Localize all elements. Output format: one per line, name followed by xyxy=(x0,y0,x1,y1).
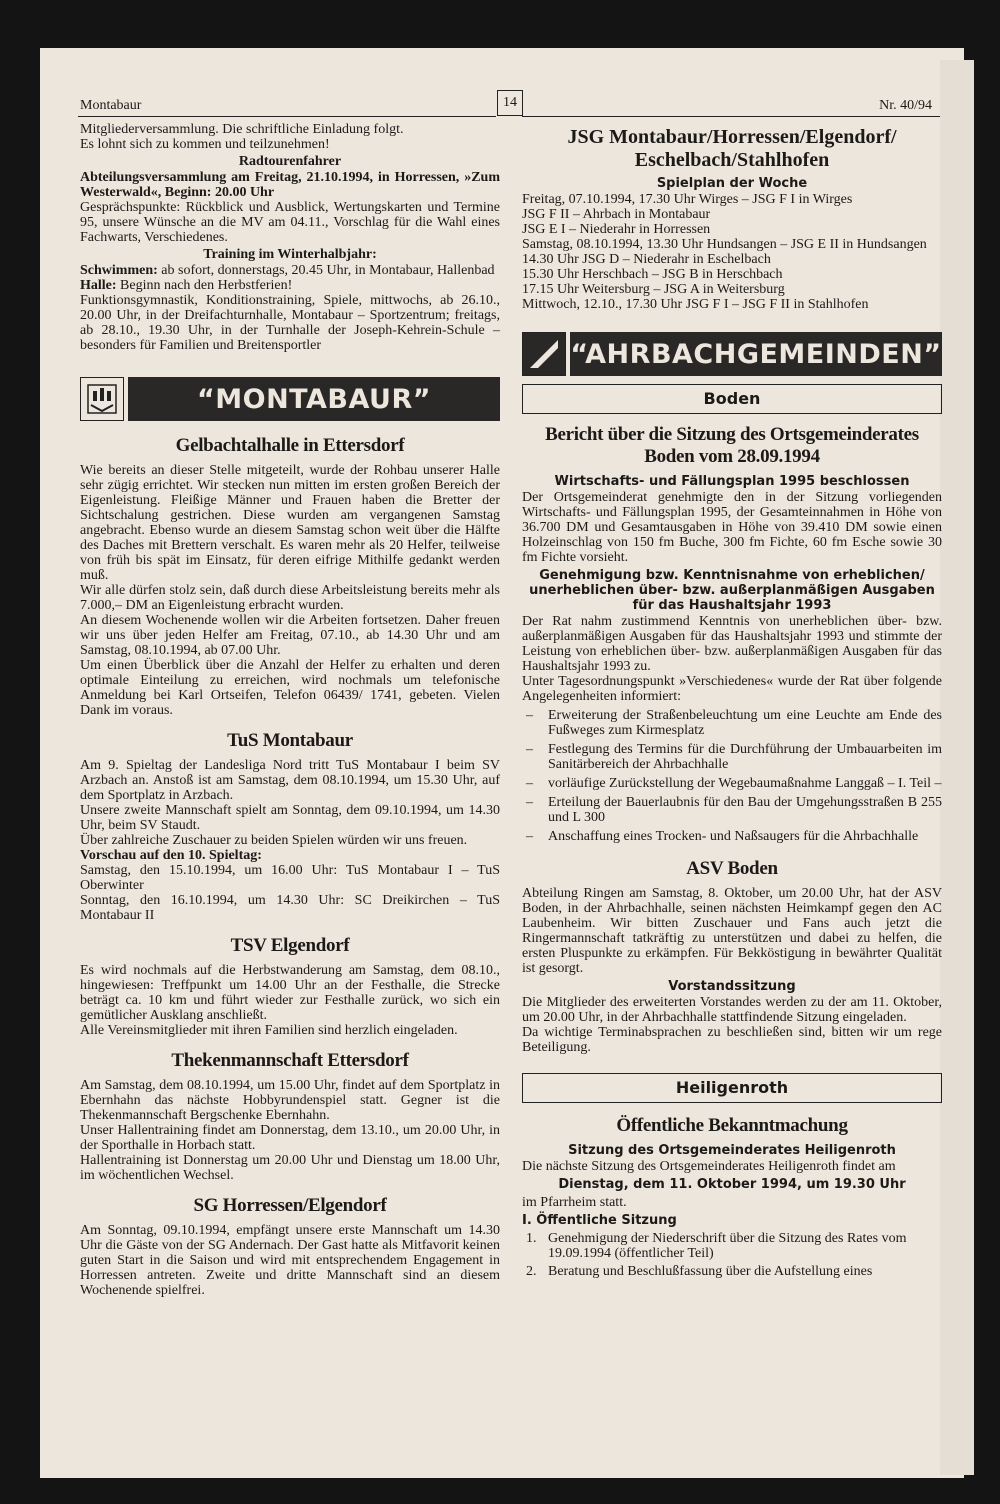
sg-p1: Am Sonntag, 09.10.1994, empfängt unsere erste Mannschaft um 14.30 Uhr die Gäste von der SG Andernach. Der Gast hatte als Mitfavorit keinen guten Start in die Saison und wird mit entsprechendem Engagement in Horressen antreten. Zweite und dritte Mannschaft sind an diesem Wochenende spielfrei. xyxy=(80,1223,500,1298)
jsg-line: Samstag, 08.10.1994, 13.30 Uhr Hundsangen – JSG E II in Hundsangen xyxy=(522,237,927,252)
genehmigung-para: Der Rat nahm zustimmend Kenntnis von unerheblichen über- bzw. außerplanmäßigen Ausgaben für das Haushaltsjahr 1993 und stimmte der Leistung von erheblichen über- bzw. außerplanmäßigen Ausgaben für das Haushaltsjahr 1993 zu. xyxy=(522,614,942,674)
halle-para xyxy=(80,278,500,293)
list-item: – vorläufige Zurückstellung der Wegebaumaßnahme Langgaß – I. Teil – xyxy=(522,776,942,791)
tus-p1: Am 9. Spieltag der Landesliga Nord tritt TuS Montabaur I beim SV Arzbach an. Anstoß ist am Samstag, dem 08.10.1994, um 15.30 Uhr, auf dem Sportplatz in Arzbach. xyxy=(80,758,500,803)
jsg-line: Mittwoch, 12.10., 17.30 Uhr JSG F I – JSG F II in Stahlhofen xyxy=(522,297,869,312)
agenda-text: Genehmigung der Niederschrift über die Sitzung des Rates vom 19.09.1994 (öffentlicher Teil) xyxy=(548,1231,907,1261)
radtour-meeting: Abteilungsversammlung am Freitag, 21.10.1994, in Horressen, »Zum Westerwald«, Beginn: 20.00 Uhr xyxy=(80,170,500,200)
sitzung-para: Die nächste Sitzung des Ortsgemeinderates Heiligenroth findet am xyxy=(522,1159,896,1174)
paper-edge xyxy=(940,60,974,1475)
header-town: Montabaur xyxy=(80,98,142,113)
tsv-p2: Alle Vereinsmitglieder mit ihren Familien sind herzlich eingeladen. xyxy=(80,1023,458,1038)
tus-p2: Unsere zweite Mannschaft spielt am Sonntag, dem 09.10.1994, um 14.30 Uhr, beim SV Staudt. xyxy=(80,803,500,833)
schwimmen-para xyxy=(80,263,500,278)
verschiedenes-para: Unter Tagesordnungspunkt »Verschiedenes« wurde der Rat über folgende Angelegenheiten informiert: xyxy=(522,674,942,704)
agenda-item xyxy=(522,1264,942,1279)
wirtschaft-subtitle: Wirtschafts- und Fällungsplan 1995 beschlossen xyxy=(554,474,910,489)
schwimmen-label: Schwimmen: xyxy=(80,263,158,278)
ahrbach-banner-text: “AHRBACHGEMEINDEN” xyxy=(570,332,942,376)
tus-vorschau: Vorschau auf den 10. Spieltag: xyxy=(80,848,262,863)
bericht-title: Bericht über die Sitzung des Ortsgemeinderates Boden vom 28.09.1994 xyxy=(545,424,919,467)
genehmigung-subtitle: Genehmigung bzw. Kenntnisnahme von erheblichen/ unerheblichen über- bzw. außerplanmäßigen Ausgaben für das Haushaltsjahr 1993 xyxy=(529,568,935,613)
jsg-line: 14.30 Uhr JSG D – Niederahr in Eschelbach xyxy=(522,252,771,267)
header-right xyxy=(522,88,940,117)
boden-section-box: Boden xyxy=(522,384,942,414)
agenda-number: 2. xyxy=(526,1264,537,1279)
training-title: Training im Winterhalbjahr: xyxy=(203,247,377,262)
theken-p2: Unser Hallentraining findet am Donnerstag, dem 13.10., um 20.00 Uhr, in der Sporthalle in Horbach statt. xyxy=(80,1123,500,1153)
jsg-line: Freitag, 07.10.1994, 17.30 Uhr Wirges – JSG F I in Wirges xyxy=(522,192,853,207)
jsg-line: 15.30 Uhr Herschbach – JSG B in Herschbach xyxy=(522,267,783,282)
town-logo-icon xyxy=(80,377,124,421)
halle-text: Beginn nach den Herbstferien! xyxy=(116,278,293,293)
left-column xyxy=(80,122,500,1298)
radtour-text: Gesprächspunkte: Rückblick und Ausblick, Wertungskarten und Termine 95, unsere Wünsche an die MV am 04.11., Vorschlag für die Wahl eines Fachwarts, Verschiedenes. xyxy=(80,200,500,245)
ahrbach-banner xyxy=(522,332,942,376)
gelbachtal-title: Gelbachtalhalle in Ettersdorf xyxy=(175,435,405,456)
vorstand-subtitle: Vorstandssitzung xyxy=(668,979,796,994)
intro-line-2: Es lohnt sich zu kommen und teilzunehmen! xyxy=(80,137,330,152)
gelbachtal-p2: Wir alle dürfen stolz sein, daß durch diese Arbeitsleistung bereits mehr als 7.000,– DM an Eigenleistung erbracht wurden. xyxy=(80,583,500,613)
theken-p1: Am Samstag, dem 08.10.1994, um 15.00 Uhr, findet auf dem Sportplatz in Ebernhahn das nächste Hobbyrundenspiel statt. Gegner ist die Thekenmannschaft Bergschenke Ebernhahn. xyxy=(80,1078,500,1123)
agenda-number: 1. xyxy=(526,1231,537,1246)
halle-details: Funktionsgymnastik, Konditionstraining, Spiele, mittwochs, ab 26.10., 20.00 Uhr, in der Dreifachturnhalle, Montabaur – Sportzentrum; freitags, ab 28.10., 19.30 Uhr, in der Turnhalle der Joseph-Kehrein-Schule – besonders für Familien und Breitensportler xyxy=(80,293,500,353)
list-item: – Anschaffung eines Trocken- und Naßsaugers für die Ahrbachhalle xyxy=(522,829,942,844)
tsv-title: TSV Elgendorf xyxy=(230,935,350,956)
tus-p3: Über zahlreiche Zuschauer zu beiden Spielen würden wir uns freuen. xyxy=(80,833,468,848)
asv-para: Abteilung Ringen am Samstag, 8. Oktober, um 20.00 Uhr, hat der ASV Boden, in der Ahrbachhalle, seinen nächsten Heimkampf gegen den AC Laubenheim. Wir bitten Zuschauer und Fans auch jetzt die Ringermannschaft tatkräftig zu unterstützen und dabei zu helfen, die ersten Pluspunkte zu erkämpfen. Für Bekköstigung in bewährter Qualität ist gesorgt. xyxy=(522,886,942,976)
gelbachtal-p1: Wie bereits an dieser Stelle mitgeteilt, wurde der Rohbau unserer Halle sehr zügig errichtet. Wir stecken nun mitten im ersten großen Bereich der Eigenleistung. Fleißige Männer und Frauen haben die Bretter der Sichtschalung gestrichen. Diese wurden am vergangenen Samstag angebracht. Ebenso wurde an diesem Samstag schon weit über die Hälfte des Daches mit Brettern verschalt. Es waren mehr als 20 Helfer, teilweise von früh bis spät im Einsatz, für deren eifrige Mithilfe gedankt werden muß. xyxy=(80,463,500,583)
intro-line-1: Mitgliederversammlung. Die schriftliche Einladung folgt. xyxy=(80,122,404,137)
list-item: – Erweiterung der Straßenbeleuchtung um eine Leuchte am Ende des Fußweges zum Kirmesplatz xyxy=(522,708,942,738)
agenda-text: Beratung und Beschlußfassung über die Aufstellung eines xyxy=(548,1264,873,1279)
jsg-line: 17.15 Uhr Weitersburg – JSG A in Weitersburg xyxy=(522,282,785,297)
jsg-line: JSG E I – Niederahr in Horressen xyxy=(522,222,711,237)
montabaur-banner-text: “MONTABAUR” xyxy=(128,377,500,421)
heiligenroth-section-box: Heiligenroth xyxy=(522,1073,942,1103)
radtour-title: Radtourenfahrer xyxy=(238,154,342,169)
tus-title: TuS Montabaur xyxy=(227,730,353,751)
gelbachtal-p4: Um einen Überblick über die Anzahl der Helfer zu erhalten und deren optimale Einteilung zu erreichen, wird nochmals um telefonische Anmeldung bei Karl Ortseifen, Telefon 06439/ 1741, gebeten. Vielen Dank im voraus. xyxy=(80,658,500,718)
vorstand-p2: Da wichtige Terminabsprachen zu beschließen sind, bitten wir um rege Beteiligung. xyxy=(522,1025,942,1055)
list-item: – Erteilung der Bauerlaubnis für den Bau der Umgehungsstraßen B 255 und L 300 xyxy=(522,795,942,825)
vorstand-p1: Die Mitglieder des erweiterten Vorstandes werden zu der am 11. Oktober, um 20.00 Uhr, in der Ahrbachhalle stattfindende Sitzung eingeladen. xyxy=(522,995,942,1025)
jsg-title: JSG Montabaur/Horressen/Elgendorf/ Eschelbach/Stahlhofen xyxy=(567,126,897,171)
tsv-p1: Es wird nochmals auf die Herbstwanderung am Samstag, dem 08.10., hingewiesen: Treffpunkt um 14.00 Uhr an der Festhalle, die Strecke beträgt ca. 10 km und führt wieder zur Festhalle zurück, wo sich ein gemütlicher Ausklang anschließt. xyxy=(80,963,500,1023)
halle-label: Halle: xyxy=(80,278,117,293)
jsg-line: JSG F II – Ahrbach in Montabaur xyxy=(522,207,711,222)
agenda-list xyxy=(522,1231,942,1279)
theken-title: Thekenmannschaft Ettersdorf xyxy=(171,1050,409,1071)
sitzung-subtitle: Sitzung des Ortsgemeinderates Heiligenroth xyxy=(568,1143,896,1158)
jsg-subtitle: Spielplan der Woche xyxy=(656,176,808,191)
sitzung-date: Dienstag, dem 11. Oktober 1994, um 19.30 Uhr xyxy=(558,1177,906,1192)
sitzung-place: im Pfarrheim statt. xyxy=(522,1195,627,1210)
right-column xyxy=(522,122,942,1282)
page-number: 14 xyxy=(497,90,523,116)
header-issue: Nr. 40/94 xyxy=(879,98,932,113)
sg-title: SG Horressen/Elgendorf xyxy=(193,1195,387,1216)
info-list xyxy=(522,708,942,844)
bekanntmachung-title: Öffentliche Bekanntmachung xyxy=(616,1115,848,1136)
tus-p4: Samstag, den 15.10.1994, um 16.00 Uhr: TuS Montabaur I – TuS Oberwinter xyxy=(80,863,500,893)
tus-p5: Sonntag, den 16.10.1994, um 14.30 Uhr: SC Dreikirchen – TuS Montabaur II xyxy=(80,893,500,923)
ahrbach-logo-icon xyxy=(522,332,566,376)
schwimmen-text: ab sofort, donnerstags, 20.45 Uhr, in Montabaur, Hallenbad xyxy=(157,263,495,278)
montabaur-banner xyxy=(80,377,500,421)
agenda-heading: I. Öffentliche Sitzung xyxy=(522,1213,677,1228)
agenda-item xyxy=(522,1231,942,1261)
wirtschaft-para: Der Ortsgemeinderat genehmigte den in der Sitzung vorliegenden Wirtschafts- und Fällungsplan 1995, der Gesamteinnahmen in Höhe von 36.700 DM und Gesamtausgaben in Höhe von 39.410 DM sowie einen Holzeinschlag von 150 fm Buche, 300 fm Fichte, 60 fm Esche sowie 30 fm Fichte vorsieht. xyxy=(522,490,942,565)
gelbachtal-p3: An diesem Wochenende wollen wir die Arbeiten fortsetzen. Daher freuen wir uns über jeden Helfer am Freitag, 07.10., ab 14.30 Uhr und am Samstag, 08.10.1994, ab 07.00 Uhr. xyxy=(80,613,500,658)
list-item: – Festlegung des Termins für die Durchführung der Umbauarbeiten im Sanitärbereich der Ahrbachhalle xyxy=(522,742,942,772)
theken-p3: Hallentraining ist Donnerstag um 20.00 Uhr und Dienstag um 18.00 Uhr, im wöchentlichen Wechsel. xyxy=(80,1153,500,1183)
asv-title: ASV Boden xyxy=(686,858,778,879)
header-left xyxy=(78,88,496,117)
